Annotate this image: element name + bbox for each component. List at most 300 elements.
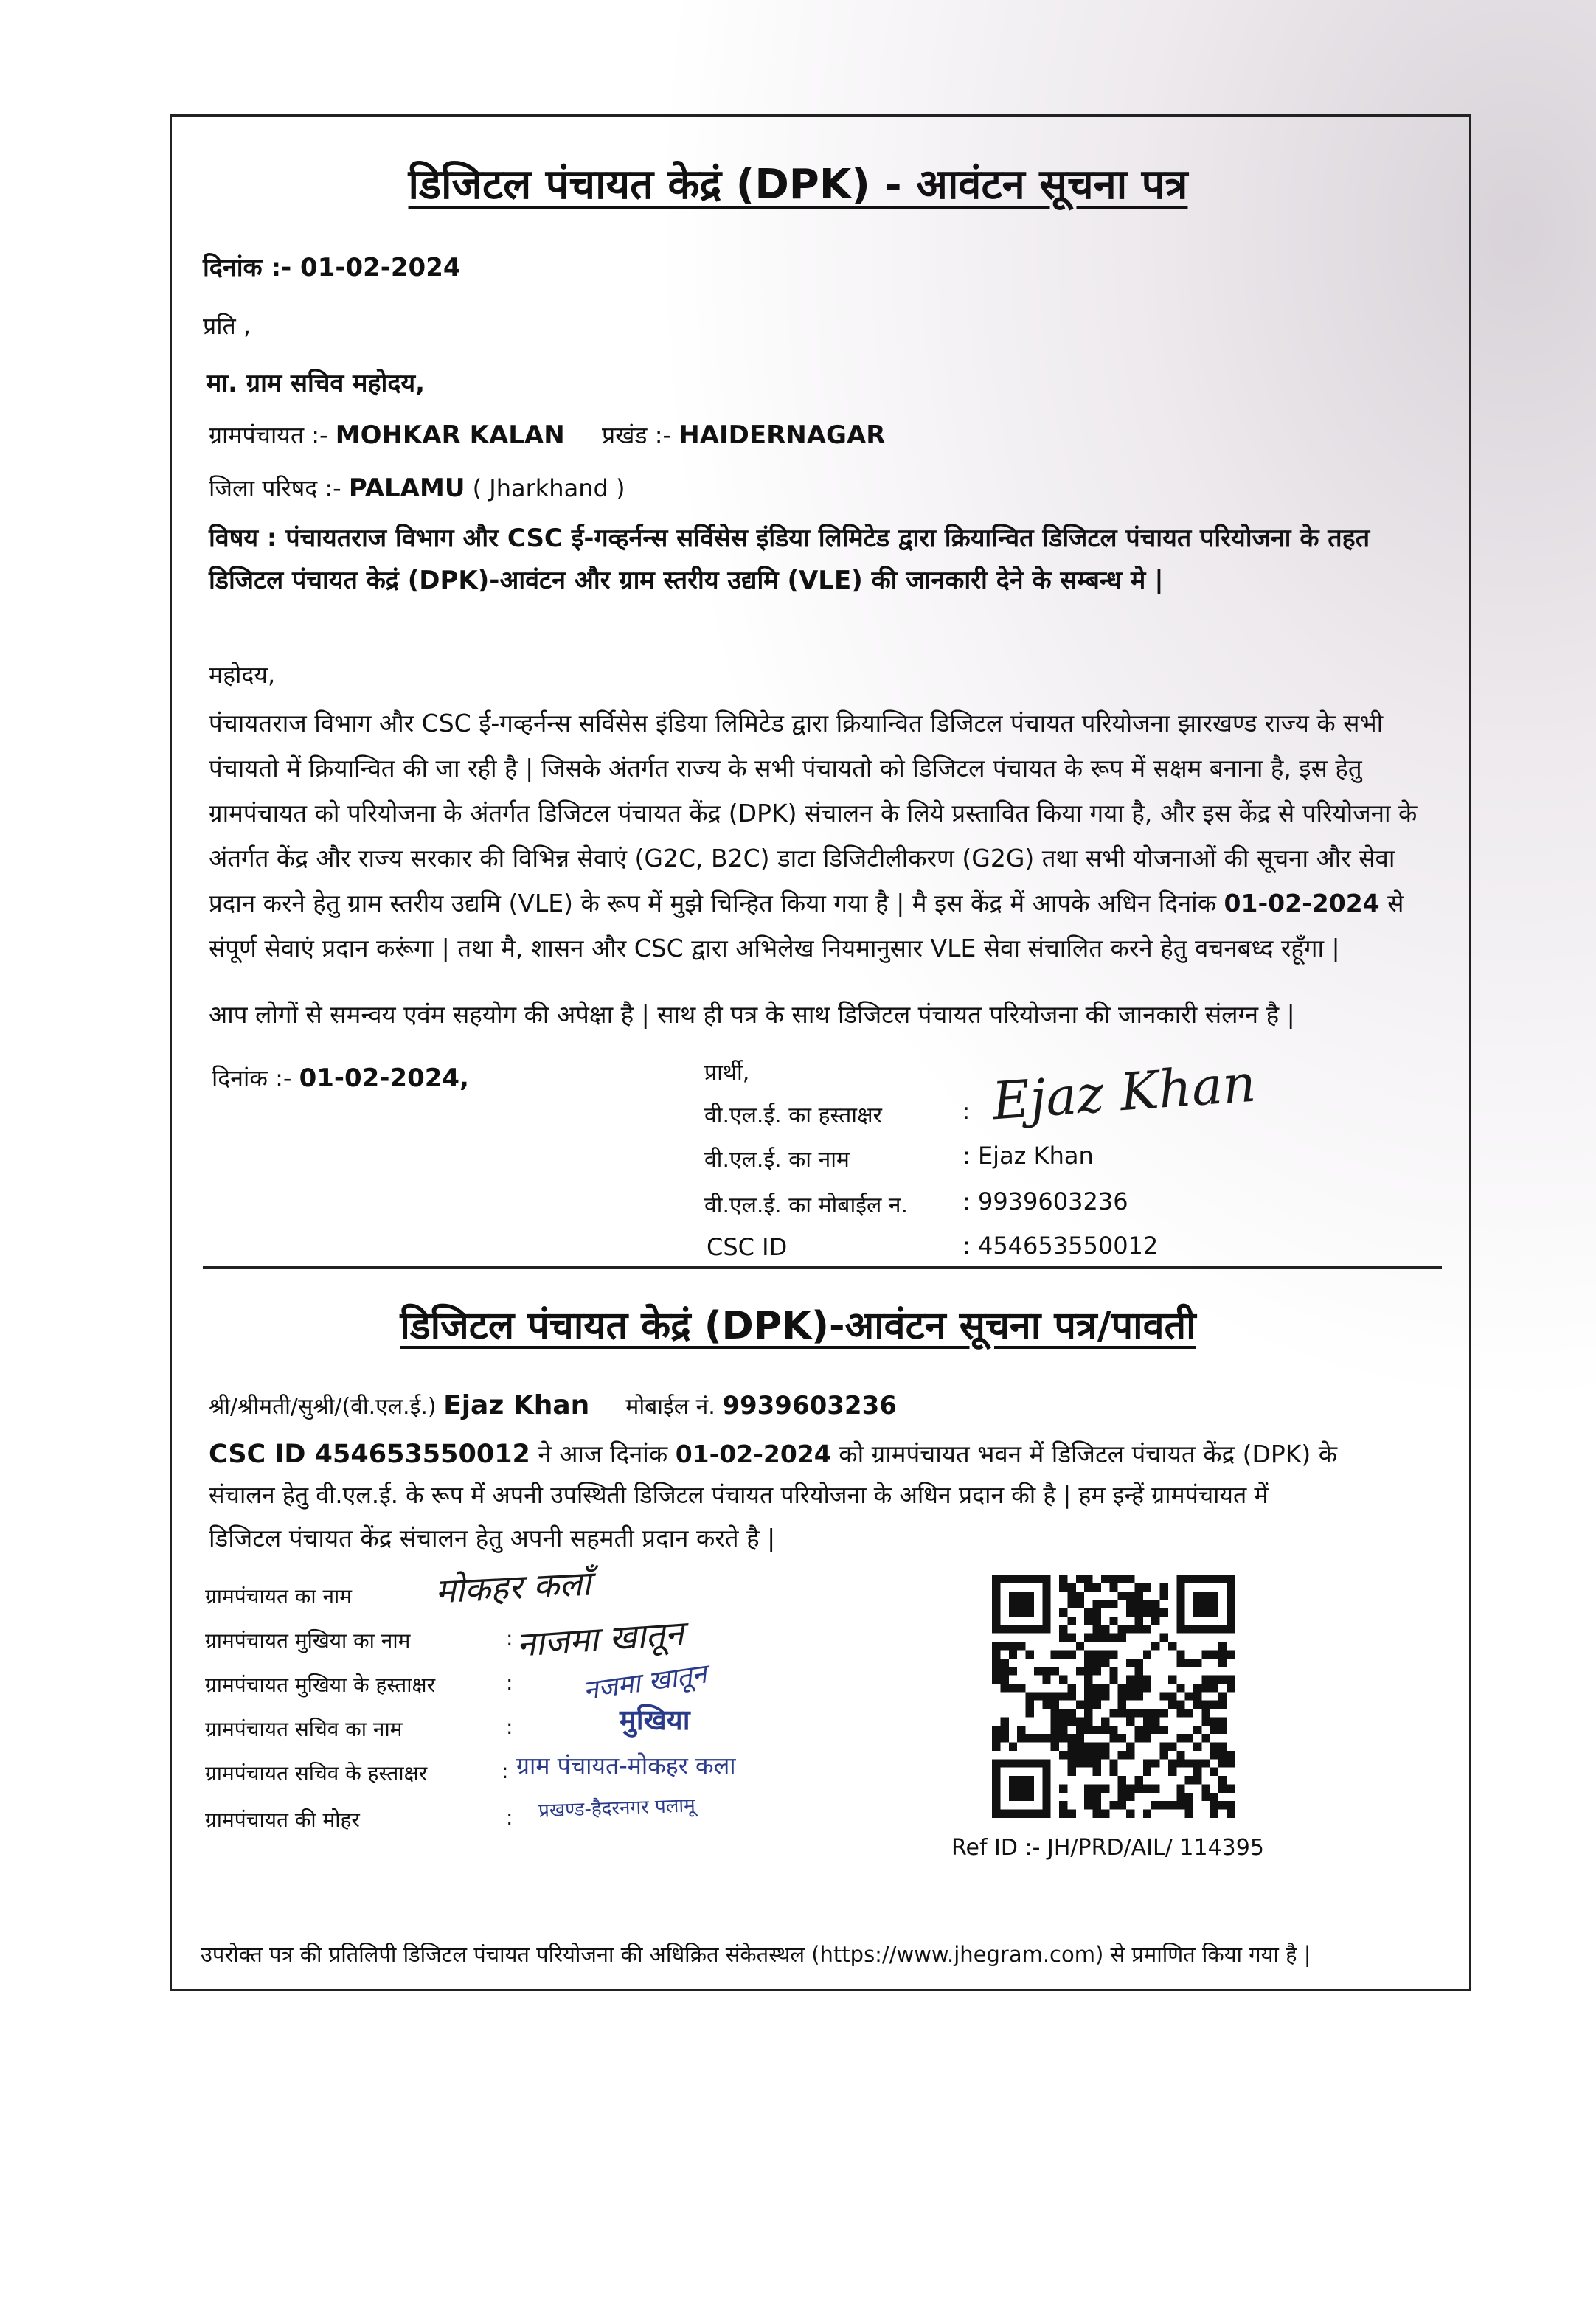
qr-module bbox=[1093, 1793, 1101, 1801]
qr-module bbox=[1126, 1676, 1134, 1684]
qr-module bbox=[992, 1801, 1000, 1809]
qr-module bbox=[1101, 1743, 1109, 1751]
qr-module bbox=[1218, 1642, 1227, 1650]
qr-module bbox=[1193, 1600, 1201, 1608]
qr-module bbox=[1109, 1617, 1117, 1625]
qr-module bbox=[1151, 1726, 1159, 1734]
qr-module bbox=[1017, 1810, 1025, 1818]
qr-module bbox=[1109, 1801, 1117, 1809]
qr-module bbox=[1084, 1634, 1092, 1642]
qr-module bbox=[1067, 1810, 1075, 1818]
qr-module bbox=[1176, 1793, 1184, 1801]
qr-module bbox=[1210, 1684, 1218, 1692]
qr-module bbox=[1126, 1717, 1134, 1725]
qr-module bbox=[1160, 1726, 1168, 1734]
qr-module bbox=[1009, 1684, 1017, 1692]
qr-module bbox=[1109, 1726, 1117, 1734]
qr-module bbox=[1168, 1676, 1176, 1684]
qr-module bbox=[1059, 1634, 1067, 1642]
qr-module bbox=[1193, 1592, 1201, 1600]
qr-module bbox=[1134, 1600, 1142, 1608]
qr-module bbox=[992, 1726, 1000, 1734]
qr-module bbox=[1093, 1768, 1101, 1776]
qr-module bbox=[992, 1734, 1000, 1742]
qr-module bbox=[1009, 1759, 1017, 1767]
ref-id: Ref ID :- JH/PRD/AIL/ 114395 bbox=[951, 1835, 1264, 1861]
qr-module bbox=[1017, 1592, 1025, 1600]
qr-module bbox=[1093, 1801, 1101, 1809]
qr-module bbox=[992, 1608, 1000, 1617]
qr-module bbox=[1126, 1608, 1134, 1617]
qr-module bbox=[1210, 1608, 1218, 1617]
qr-module bbox=[1210, 1701, 1218, 1709]
qr-module bbox=[1210, 1717, 1218, 1725]
qr-module bbox=[1101, 1810, 1109, 1818]
qr-module bbox=[1059, 1784, 1067, 1792]
qr-module bbox=[1160, 1608, 1168, 1617]
qr-module bbox=[1093, 1600, 1101, 1608]
qr-module bbox=[1042, 1608, 1050, 1617]
qr-module bbox=[1076, 1667, 1084, 1675]
qr-module bbox=[1093, 1583, 1101, 1591]
qr-module bbox=[1168, 1768, 1176, 1776]
qr-module bbox=[1000, 1625, 1008, 1633]
qr-module bbox=[1201, 1676, 1210, 1684]
qr-module bbox=[1059, 1751, 1067, 1759]
receipt-text-line3: डिजिटल पंचायत केंद्र संचालन हेतु अपनी सहमती प्रदान करते है | bbox=[209, 1524, 776, 1552]
qr-module bbox=[1101, 1634, 1109, 1642]
qr-module bbox=[1084, 1793, 1092, 1801]
qr-module bbox=[1160, 1592, 1168, 1600]
qr-module bbox=[1026, 1592, 1034, 1600]
field-seal-sep: : bbox=[506, 1805, 513, 1830]
qr-module bbox=[992, 1810, 1000, 1818]
qr-module bbox=[1118, 1776, 1126, 1784]
qr-module bbox=[1134, 1583, 1142, 1591]
salutation: महोदय, bbox=[209, 661, 276, 689]
qr-module bbox=[1059, 1810, 1067, 1818]
qr-module bbox=[1193, 1743, 1201, 1751]
qr-module bbox=[1151, 1608, 1159, 1617]
qr-module bbox=[1176, 1801, 1184, 1809]
qr-module bbox=[1227, 1617, 1235, 1625]
qr-module bbox=[1227, 1784, 1235, 1792]
qr-module bbox=[1109, 1734, 1117, 1742]
qr-module bbox=[1034, 1667, 1042, 1675]
qr-module bbox=[1000, 1726, 1008, 1734]
qr-module bbox=[1201, 1608, 1210, 1617]
csc-id-label: CSC ID bbox=[707, 1233, 788, 1261]
qr-module bbox=[1176, 1701, 1184, 1709]
qr-module bbox=[1009, 1650, 1017, 1658]
footer-note: उपरोक्त पत्र की प्रतिलिपी डिजिटल पंचायत परियोजना की अधिक्रित संकेतस्थल (https://www.jhegram.com) से प्रमाणित किया गया है | bbox=[201, 1942, 1311, 1967]
qr-module bbox=[1076, 1592, 1084, 1600]
qr-module bbox=[1017, 1684, 1025, 1692]
qr-module bbox=[992, 1776, 1000, 1784]
qr-module bbox=[1101, 1625, 1109, 1633]
qr-module bbox=[1160, 1743, 1168, 1751]
qr-module bbox=[1151, 1717, 1159, 1725]
qr-module bbox=[1067, 1768, 1075, 1776]
qr-module bbox=[1210, 1751, 1218, 1759]
qr-module bbox=[1201, 1717, 1210, 1725]
qr-module bbox=[1118, 1692, 1126, 1700]
qr-module bbox=[1109, 1709, 1117, 1717]
qr-module bbox=[1210, 1793, 1218, 1801]
qr-module bbox=[1059, 1709, 1067, 1717]
qr-module bbox=[1000, 1734, 1008, 1742]
qr-module bbox=[1093, 1659, 1101, 1667]
qr-module bbox=[1067, 1634, 1075, 1642]
qr-module bbox=[1109, 1667, 1117, 1675]
qr-module bbox=[1210, 1650, 1218, 1658]
qr-module bbox=[1218, 1625, 1227, 1633]
qr-module bbox=[1026, 1709, 1034, 1717]
qr-module bbox=[1009, 1575, 1017, 1583]
qr-module bbox=[1134, 1608, 1142, 1617]
qr-module bbox=[1084, 1801, 1092, 1809]
qr-module bbox=[1109, 1676, 1117, 1684]
qr-module bbox=[1067, 1751, 1075, 1759]
qr-module bbox=[1201, 1575, 1210, 1583]
qr-module bbox=[1193, 1726, 1201, 1734]
qr-module bbox=[1126, 1793, 1134, 1801]
qr-module bbox=[1126, 1692, 1134, 1700]
qr-module bbox=[1160, 1709, 1168, 1717]
qr-module bbox=[1026, 1784, 1034, 1792]
qr-module bbox=[992, 1759, 1000, 1767]
qr-module bbox=[1143, 1650, 1151, 1658]
qr-module bbox=[1210, 1592, 1218, 1600]
district-line: जिला परिषद :- PALAMU ( Jharkhand ) bbox=[209, 473, 625, 503]
qr-module bbox=[1176, 1784, 1184, 1792]
qr-module bbox=[1227, 1583, 1235, 1591]
qr-module bbox=[1026, 1759, 1034, 1767]
qr-module bbox=[1093, 1625, 1101, 1633]
vle-mobile-value: : 9939603236 bbox=[962, 1187, 1128, 1215]
qr-module bbox=[992, 1676, 1000, 1684]
qr-module bbox=[1084, 1659, 1092, 1667]
handwritten-mukhiya-name: नाजमा खातून bbox=[515, 1613, 685, 1665]
qr-module bbox=[1084, 1608, 1092, 1617]
qr-module bbox=[1017, 1726, 1025, 1734]
csc-id-value: : 454653550012 bbox=[962, 1232, 1159, 1260]
qr-module bbox=[1176, 1751, 1184, 1759]
qr-module bbox=[1026, 1692, 1034, 1700]
qr-module bbox=[1109, 1759, 1117, 1767]
qr-module bbox=[1084, 1717, 1092, 1725]
stamp-line-1: ग्राम पंचायत-मोकहर कला bbox=[516, 1752, 736, 1780]
qr-module bbox=[1118, 1625, 1126, 1633]
qr-module bbox=[1034, 1759, 1042, 1767]
qr-module bbox=[1042, 1768, 1050, 1776]
qr-code bbox=[992, 1575, 1235, 1818]
qr-module bbox=[1084, 1650, 1092, 1658]
field-mukhiya-sign-sep: : bbox=[506, 1670, 513, 1695]
qr-module bbox=[1101, 1784, 1109, 1792]
qr-module bbox=[1185, 1659, 1193, 1667]
qr-module bbox=[1026, 1701, 1034, 1709]
qr-module bbox=[1093, 1634, 1101, 1642]
qr-module bbox=[1109, 1600, 1117, 1608]
qr-module bbox=[1067, 1650, 1075, 1658]
qr-module bbox=[1218, 1676, 1227, 1684]
qr-module bbox=[1093, 1650, 1101, 1658]
qr-module bbox=[1042, 1701, 1050, 1709]
qr-module bbox=[1134, 1676, 1142, 1684]
qr-module bbox=[1026, 1575, 1034, 1583]
qr-module bbox=[1185, 1709, 1193, 1717]
qr-module bbox=[992, 1583, 1000, 1591]
qr-module bbox=[1193, 1701, 1201, 1709]
qr-module bbox=[1160, 1751, 1168, 1759]
qr-module bbox=[1042, 1617, 1050, 1625]
qr-module bbox=[1000, 1684, 1008, 1692]
vle-name-value: : Ejaz Khan bbox=[962, 1142, 1094, 1170]
qr-module bbox=[1126, 1784, 1134, 1792]
qr-module bbox=[1168, 1801, 1176, 1809]
subject: विषय : पंचायतराज विभाग और CSC ई-गव्हर्नन्स सर्विसेस इंडिया लिमिटेड द्वारा क्रियान्वित डिजिटल पंचायत परियोजना के तहत डिजिटल पंचायत केद्रं (DPK)-आवंटन और ग्राम स्तरीय उद्यमि (VLE) की जानकारी देने के सम्बन्ध मे | bbox=[209, 524, 1370, 595]
qr-module bbox=[1118, 1801, 1126, 1809]
qr-module bbox=[1051, 1709, 1059, 1717]
qr-module bbox=[1017, 1625, 1025, 1633]
qr-module bbox=[1026, 1810, 1034, 1818]
qr-module bbox=[1076, 1734, 1084, 1742]
qr-module bbox=[1126, 1810, 1134, 1818]
qr-module bbox=[1093, 1751, 1101, 1759]
qr-module bbox=[992, 1592, 1000, 1600]
qr-module bbox=[1118, 1684, 1126, 1692]
qr-module bbox=[1227, 1650, 1235, 1658]
qr-module bbox=[1185, 1810, 1193, 1818]
qr-module bbox=[1009, 1625, 1017, 1633]
qr-module bbox=[1218, 1692, 1227, 1700]
field-secretary-sign-sep: : bbox=[502, 1759, 509, 1783]
qr-module bbox=[992, 1659, 1000, 1667]
vle-signature-sep: : bbox=[962, 1099, 971, 1125]
qr-module bbox=[1201, 1625, 1210, 1633]
qr-module bbox=[1134, 1692, 1142, 1700]
qr-module bbox=[1118, 1634, 1126, 1642]
qr-module bbox=[1009, 1608, 1017, 1617]
qr-module bbox=[1017, 1734, 1025, 1742]
qr-module bbox=[1151, 1642, 1159, 1650]
qr-module bbox=[1059, 1726, 1067, 1734]
qr-module bbox=[1168, 1642, 1176, 1650]
qr-module bbox=[1218, 1726, 1227, 1734]
vle-name-label: वी.एल.ई. का नाम bbox=[704, 1147, 850, 1173]
qr-module bbox=[1076, 1759, 1084, 1767]
qr-module bbox=[1000, 1759, 1008, 1767]
qr-module bbox=[1034, 1810, 1042, 1818]
qr-module bbox=[1218, 1717, 1227, 1725]
receipt-title: डिजिटल पंचायत केद्रं (DPK)-आवंटन सूचना पत्र/पावती bbox=[400, 1304, 1196, 1348]
qr-module bbox=[1193, 1659, 1201, 1667]
qr-module bbox=[1118, 1575, 1126, 1583]
qr-module bbox=[1143, 1759, 1151, 1767]
qr-module bbox=[1042, 1600, 1050, 1608]
qr-module bbox=[1143, 1726, 1151, 1734]
field-secretary-name-label: ग्रामपंचायत सचिव का नाम bbox=[205, 1717, 403, 1741]
field-secretary-sign-label: ग्रामपंचायत सचिव के हस्ताक्षर bbox=[205, 1761, 428, 1785]
qr-module bbox=[1218, 1650, 1227, 1658]
qr-module bbox=[1218, 1759, 1227, 1767]
qr-module bbox=[1026, 1608, 1034, 1617]
qr-module bbox=[1176, 1709, 1184, 1717]
qr-module bbox=[1059, 1608, 1067, 1617]
qr-module bbox=[1210, 1768, 1218, 1776]
qr-module bbox=[1126, 1625, 1134, 1633]
qr-module bbox=[1218, 1801, 1227, 1809]
qr-module bbox=[1059, 1717, 1067, 1725]
qr-module bbox=[1210, 1743, 1218, 1751]
qr-module bbox=[1126, 1592, 1134, 1600]
qr-module bbox=[1093, 1667, 1101, 1675]
qr-module bbox=[1134, 1776, 1142, 1784]
qr-module bbox=[1151, 1709, 1159, 1717]
qr-module bbox=[1093, 1608, 1101, 1617]
qr-module bbox=[1009, 1793, 1017, 1801]
qr-module bbox=[1026, 1650, 1034, 1658]
qr-module bbox=[1218, 1784, 1227, 1792]
to-line: प्रति , bbox=[203, 312, 251, 340]
qr-module bbox=[1009, 1642, 1017, 1650]
receipt-vle-line: श्री/श्रीमती/सुश्री/(वी.एल.ई.) Ejaz Khan मोबाईल नं. 9939603236 bbox=[209, 1390, 897, 1420]
qr-module bbox=[1143, 1625, 1151, 1633]
qr-module bbox=[1227, 1801, 1235, 1809]
qr-module bbox=[1201, 1759, 1210, 1767]
qr-module bbox=[1017, 1600, 1025, 1608]
qr-module bbox=[1210, 1726, 1218, 1734]
qr-module bbox=[1093, 1743, 1101, 1751]
qr-module bbox=[1210, 1676, 1218, 1684]
qr-module bbox=[1151, 1801, 1159, 1809]
qr-module bbox=[1201, 1650, 1210, 1658]
qr-module bbox=[1118, 1734, 1126, 1742]
qr-module bbox=[1168, 1743, 1176, 1751]
qr-module bbox=[1143, 1768, 1151, 1776]
qr-module bbox=[1185, 1575, 1193, 1583]
qr-module bbox=[1193, 1759, 1201, 1767]
qr-module bbox=[1026, 1776, 1034, 1784]
qr-module bbox=[1093, 1684, 1101, 1692]
qr-module bbox=[1067, 1592, 1075, 1600]
qr-module bbox=[1042, 1776, 1050, 1784]
qr-module bbox=[1176, 1734, 1184, 1742]
qr-module bbox=[1134, 1784, 1142, 1792]
qr-module bbox=[1160, 1634, 1168, 1642]
field-mukhiya-sign-label: ग्रामपंचायत मुखिया के हस्ताक्षर bbox=[205, 1673, 436, 1697]
qr-module bbox=[1134, 1684, 1142, 1692]
qr-module bbox=[1227, 1759, 1235, 1767]
qr-module bbox=[1210, 1600, 1218, 1608]
qr-module bbox=[1000, 1642, 1008, 1650]
qr-module bbox=[1151, 1617, 1159, 1625]
qr-module bbox=[1017, 1759, 1025, 1767]
qr-module bbox=[1176, 1608, 1184, 1617]
qr-module bbox=[1118, 1751, 1126, 1759]
qr-module bbox=[1017, 1608, 1025, 1617]
qr-module bbox=[1126, 1659, 1134, 1667]
qr-module bbox=[1227, 1676, 1235, 1684]
qr-module bbox=[1227, 1625, 1235, 1633]
qr-module bbox=[1218, 1701, 1227, 1709]
qr-module bbox=[1210, 1625, 1218, 1633]
qr-module bbox=[1134, 1617, 1142, 1625]
qr-module bbox=[1210, 1575, 1218, 1583]
notice-title: डिजिटल पंचायत केद्रं (DPK) - आवंटन सूचना पत्र bbox=[408, 161, 1188, 209]
qr-module bbox=[1051, 1667, 1059, 1675]
qr-module bbox=[1143, 1676, 1151, 1684]
qr-module bbox=[1201, 1684, 1210, 1692]
qr-module bbox=[1000, 1810, 1008, 1818]
qr-module bbox=[1026, 1600, 1034, 1608]
qr-module bbox=[1101, 1600, 1109, 1608]
qr-module bbox=[1034, 1575, 1042, 1583]
qr-module bbox=[1026, 1734, 1034, 1742]
vle-signature-label: वी.एल.ई. का हस्ताक्षर bbox=[704, 1103, 882, 1128]
qr-module bbox=[1126, 1743, 1134, 1751]
qr-module bbox=[1134, 1592, 1142, 1600]
qr-module bbox=[1101, 1684, 1109, 1692]
qr-module bbox=[1176, 1617, 1184, 1625]
qr-module bbox=[1101, 1726, 1109, 1734]
qr-module bbox=[1176, 1575, 1184, 1583]
qr-module bbox=[1176, 1600, 1184, 1608]
qr-module bbox=[1193, 1692, 1201, 1700]
qr-module bbox=[1067, 1692, 1075, 1700]
field-seal-label: ग्रामपंचायत की मोहर bbox=[205, 1808, 360, 1832]
field-mukhiya-name-sep: : bbox=[506, 1626, 513, 1651]
qr-module bbox=[1201, 1793, 1210, 1801]
qr-module bbox=[1201, 1734, 1210, 1742]
qr-module bbox=[1201, 1592, 1210, 1600]
qr-module bbox=[1101, 1717, 1109, 1725]
qr-module bbox=[1067, 1743, 1075, 1751]
field-mukhiya-name-label: ग्रामपंचायत मुखिया का नाम bbox=[205, 1628, 411, 1653]
qr-module bbox=[1009, 1592, 1017, 1600]
qr-module bbox=[1009, 1784, 1017, 1792]
qr-module bbox=[1042, 1625, 1050, 1633]
qr-module bbox=[1067, 1600, 1075, 1608]
qr-module bbox=[1201, 1701, 1210, 1709]
qr-module bbox=[1151, 1600, 1159, 1608]
qr-module bbox=[1227, 1608, 1235, 1617]
qr-module bbox=[1143, 1734, 1151, 1742]
qr-module bbox=[1076, 1726, 1084, 1734]
qr-module bbox=[1042, 1592, 1050, 1600]
qr-module bbox=[1084, 1692, 1092, 1700]
qr-module bbox=[1067, 1617, 1075, 1625]
qr-module bbox=[1118, 1784, 1126, 1792]
qr-module bbox=[1109, 1583, 1117, 1591]
qr-module bbox=[1076, 1575, 1084, 1583]
qr-module bbox=[1051, 1734, 1059, 1742]
qr-module bbox=[1193, 1768, 1201, 1776]
qr-module bbox=[1185, 1776, 1193, 1784]
qr-module bbox=[1218, 1751, 1227, 1759]
qr-module bbox=[1084, 1701, 1092, 1709]
qr-module bbox=[1051, 1701, 1059, 1709]
qr-module bbox=[1193, 1776, 1201, 1784]
qr-module bbox=[1076, 1600, 1084, 1608]
panchayat-line: ग्रामपंचायत :- MOHKAR KALAN प्रखंड :- HAIDERNAGAR bbox=[209, 420, 886, 450]
qr-module bbox=[1009, 1667, 1017, 1675]
qr-module bbox=[1059, 1650, 1067, 1658]
sign-date: दिनांक :- 01-02-2024, bbox=[212, 1063, 469, 1093]
qr-module bbox=[1042, 1793, 1050, 1801]
qr-module bbox=[1042, 1583, 1050, 1591]
